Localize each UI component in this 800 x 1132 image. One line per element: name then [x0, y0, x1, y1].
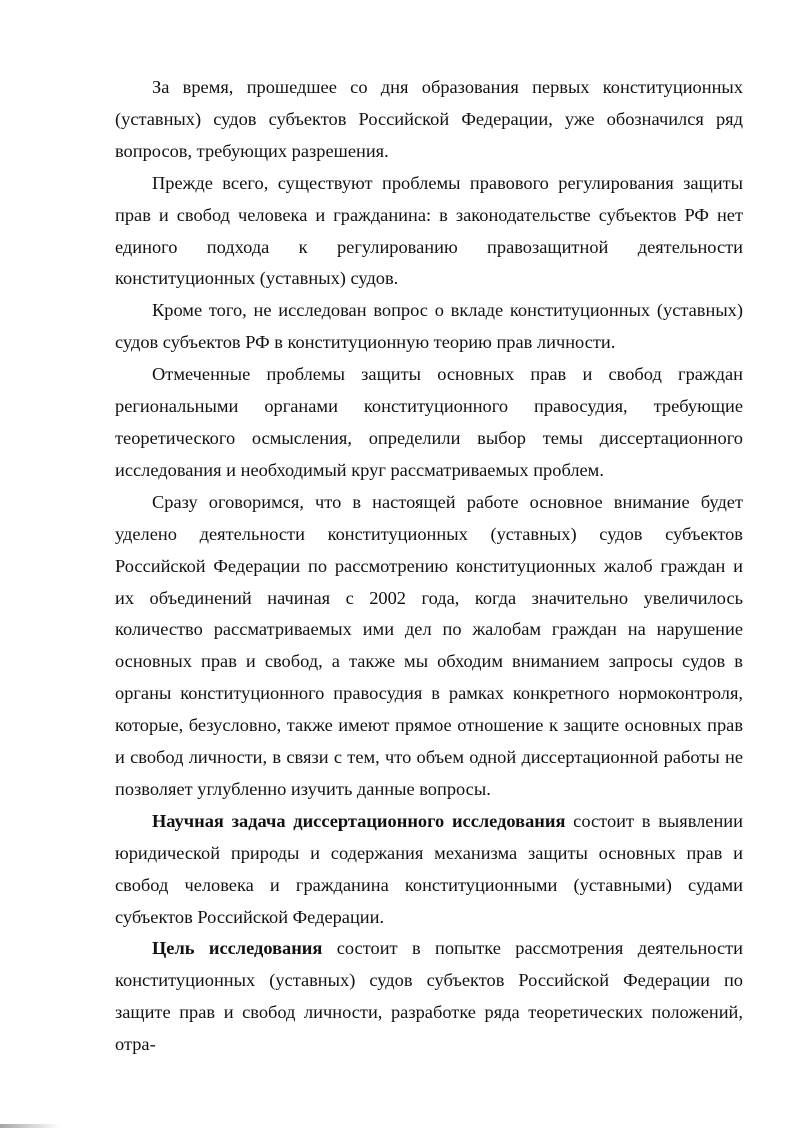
document-body: [115, 72, 743, 1061]
scan-edge-artifact: [0, 1124, 60, 1128]
paragraph-3: [115, 295, 743, 359]
paragraph-text: Прежде всего, существуют проблемы правового регулирования защиты прав и свобод человека и гражданина: в законодательстве субъектов РФ нет единого подхода к регулированию правозащитной деятельности конституционных (уставных) судов.: [115, 172, 743, 289]
paragraph-text: Кроме того, не исследован вопрос о вкладе конституционных (уставных) судов субъектов РФ в конституционную теорию прав личности.: [115, 300, 743, 353]
paragraph-text: Отмеченные проблемы защиты основных прав и свобод граждан региональными органами конституционного правосудия, требующие теоретического осмысления, определили выбор темы диссертационного исследования и необходимый круг рассматриваемых проблем.: [115, 364, 743, 480]
paragraph-text: Сразу оговоримся, что в настоящей работе основное внимание будет уделено деятельности конституционных (уставных) судов субъектов Российской Федерации по рассмотрению конституционных жалоб граждан и их объединений начиная с 2002 года, когда значительно увеличилось количество рассматриваемых ими дел по жалобам граждан на нарушение основных прав и свобод, а также мы обходим вниманием запросы судов в органы конституционного правосудия в рамках конкретного нормоконтроля, которые, безусловно, также имеют прямое отношение к защите основных прав и свобод личности, в связи с тем, что объем одной диссертационной работы не позволяет углубленно изучить данные вопросы.: [115, 491, 743, 799]
paragraph-text: За время, прошедшее со дня образования первых конституционных (уставных) судов субъектов Российской Федерации, уже обозначился ряд вопросов, требующих разрешения.: [115, 77, 743, 161]
paragraph-scientific-task: [115, 806, 743, 934]
research-goal-heading: Цель исследования: [152, 938, 323, 959]
paragraph-1: [115, 72, 743, 168]
paragraph-text: состоит в попытке рассмотрения деятельности конституционных (уставных) судов субъектов Российской Федерации по защите прав и свобод личности, разработке ряда теоретических положений, отра-: [115, 938, 743, 1055]
paragraph-text: состоит в выявлении юридической природы и содержания механизма защиты основных прав и свобод человека и гражданина конституционными (уставными) судами субъектов Российской Федерации.: [115, 810, 743, 927]
paragraph-research-goal: [115, 933, 743, 1061]
paragraph-5: [115, 487, 743, 806]
paragraph-2: [115, 168, 743, 296]
paragraph-4: [115, 359, 743, 487]
scientific-task-heading: Научная задача диссертационного исследования: [152, 810, 566, 831]
